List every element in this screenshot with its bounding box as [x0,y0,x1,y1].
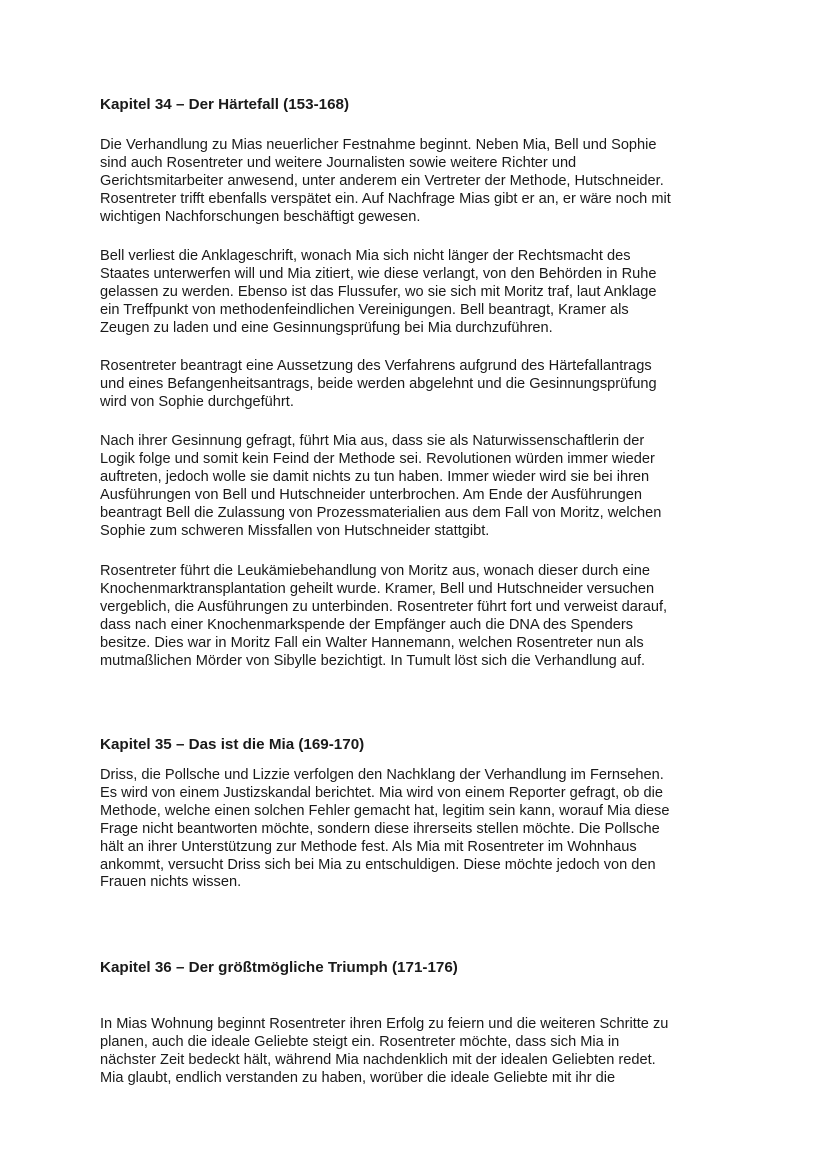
text-line: Die Verhandlung zu Mias neuerlicher Festnahme beginnt. Neben Mia, Bell und Sophie [100,137,657,153]
text-line: ankommt, versucht Driss sich bei Mia zu entschuldigen. Diese möchte jedoch von den [100,856,656,873]
text-line: wird von Sophie durchgeführt. [100,393,294,410]
text-line: hält an ihrer Unterstützung zur Methode fest. Als Mia mit Rosentreter im Wohnhaus [100,838,637,855]
text-line: ein Treffpunkt von methodenfeindlichen Vereinigungen. Bell beantragt, Kramer als [100,301,629,318]
text-line: Gerichtsmitarbeiter anwesend, unter anderem ein Vertreter der Methode, Hutschneider. [100,172,664,189]
text-line: Methode, welche einen solchen Fehler gemacht hat, legitim sein kann, worauf Mia diese [100,802,670,819]
text-line: Knochenmarktransplantation geheilt wurde. Kramer, Bell und Hutschneider versuchen [100,580,655,597]
chapter-34-paragraph-3 [100,358,740,412]
chapter-34-paragraph-1 [100,137,740,227]
text-line: Bell verliest die Anklageschrift, wonach Mia sich nicht länger der Rechtsmacht des [100,248,631,264]
text-line: Nach ihrer Gesinnung gefragt, führt Mia aus, dass sie als Naturwissenschaftlerin der [100,433,645,449]
text-line: Frage nicht beantworten möchte, sondern diese ihrerseits stellen möchte. Die Pollsche [100,820,660,837]
chapter-34-paragraph-2 [100,248,740,338]
text-line: und eines Befangenheitsantrags, beide werden abgelehnt und die Gesinnungsprüfung [100,375,657,392]
text-line: In Mias Wohnung beginnt Rosentreter ihren Erfolg zu feiern und die weiteren Schritte zu [100,1016,669,1032]
text-line: Zeugen zu laden und eine Gesinnungsprüfung bei Mia durchzuführen. [100,319,553,336]
text-line: Frauen nichts wissen. [100,874,242,891]
chapter-36-paragraph-1 [100,1016,740,1088]
chapter-34-paragraph-4 [100,433,740,540]
text-line: Mia glaubt, endlich verstanden zu haben, worüber die ideale Geliebte mit ihr die [100,1069,616,1086]
text-line: Logik folge und somit kein Feind der Methode sei. Revolutionen würden immer wieder [100,450,655,467]
text-line: sind auch Rosentreter und weitere Journalisten sowie weitere Richter und [100,154,577,171]
text-line: Rosentreter führt die Leukämiebehandlung von Moritz aus, wonach dieser durch eine [100,563,651,579]
text-line: Rosentreter trifft ebenfalls verspätet ein. Auf Nachfrage Mias gibt er an, er wäre noch mit [100,190,671,207]
chapter-35-paragraph-1 [100,767,740,892]
text-line: dass nach einer Knochenmarkspende der Empfänger auch die DNA des Spenders [100,616,633,633]
text-line: beantragt Bell die Zulassung von Prozessmaterialien aus dem Fall von Moritz, welchen [100,504,662,521]
text-line: Ausführungen von Bell und Hutschneider unterbrochen. Am Ende der Ausführungen [100,486,642,503]
text-line: besitze. Dies war in Moritz Fall ein Walter Hannemann, welchen Rosentreter nun als [100,634,644,651]
text-line: mutmaßlichen Mörder von Sibylle bezichtigt. In Tumult löst sich die Verhandlung auf. [100,652,646,669]
text-line: wichtigen Nachforschungen beschäftigt gewesen. [100,208,421,225]
chapter-34-heading: Kapitel 34 – Der Härtefall (153-168) [100,96,350,113]
text-line: Sophie zum schweren Missfallen von Hutschneider stattgibt. [100,522,490,539]
chapter-34-paragraph-5 [100,563,740,670]
text-line: planen, auch die ideale Geliebte steigt ein. Rosentreter möchte, dass sich Mia in [100,1033,620,1050]
text-line: Staates unterwerfen will und Mia zitiert, wie diese verlangt, von den Behörden in Ruhe [100,265,657,282]
text-line: auftreten, jedoch wolle sie damit nichts zu tun haben. Immer wieder wird sie bei ihren [100,468,650,485]
text-line: Es wird von einem Justizskandal berichtet. Mia wird von einem Reporter gefragt, ob die [100,784,663,801]
text-line: Driss, die Pollsche und Lizzie verfolgen den Nachklang der Verhandlung im Fernsehen. [100,767,664,783]
text-line: Rosentreter beantragt eine Aussetzung des Verfahrens aufgrund des Härtefallantrags [100,358,652,374]
chapter-35-heading: Kapitel 35 – Das ist die Mia (169-170) [100,736,365,753]
text-line: vergeblich, die Ausführungen zu unterbinden. Rosentreter führt fort und verweist darauf, [100,598,668,615]
chapter-36-heading: Kapitel 36 – Der größtmögliche Triumph (171-176) [100,959,458,976]
text-line: nächster Zeit bedeckt hält, während Mia nachdenklich mit der idealen Geliebten redet. [100,1051,656,1068]
text-line: gelassen zu werden. Ebenso ist das Flussufer, wo sie sich mit Moritz traf, laut Anklage [100,283,657,300]
